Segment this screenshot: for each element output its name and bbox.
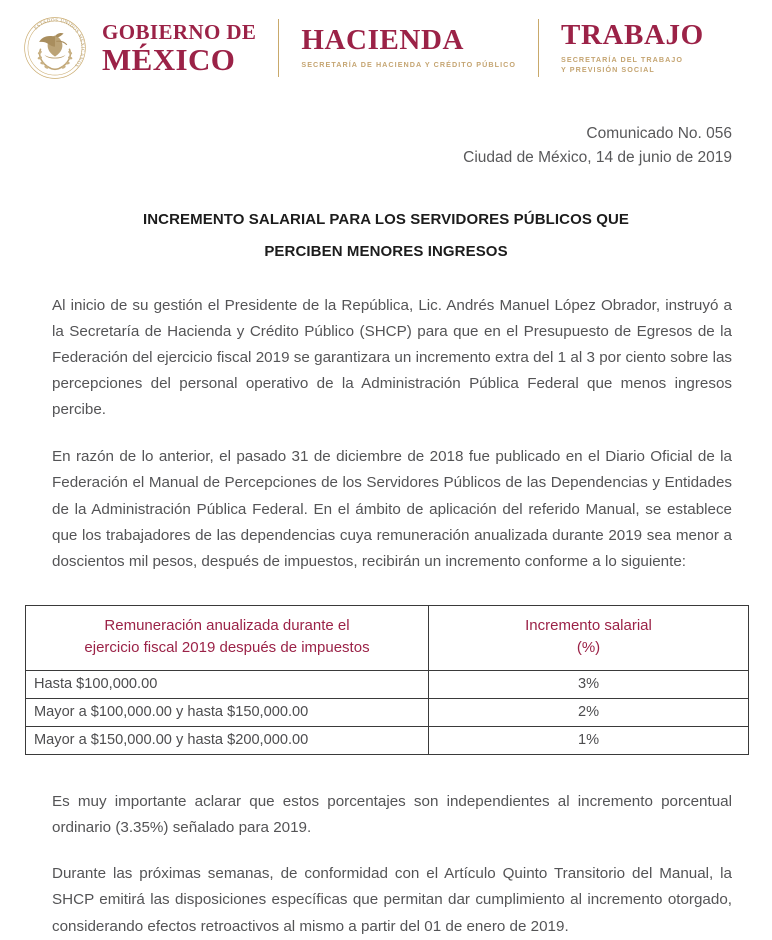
table-header-row	[26, 605, 749, 670]
hacienda-subtitle: SECRETARÍA DE HACIENDA Y CRÉDITO PÚBLICO	[301, 59, 516, 69]
government-header-banner	[0, 0, 772, 96]
body-paragraph-3: Es muy importante aclarar que estos porcentajes son independientes al incremento porcentual ordinario (3.35%) señalado para 2019.	[52, 792, 732, 837]
table-header-remuneration-line-2: ejercicio fiscal 2019 después de impuestos	[84, 639, 370, 657]
body-paragraph-2: En razón de lo anterior, el pasado 31 de diciembre de 2018 fue publicado en el Diario Oficial de la Federación el Manual de Percepciones de los Servidores Públicos de las Dependencias y Entidades de la Administración Pública Federal. En el ámbito de aplicación del referido Manual, se establece que los trabajadores de las dependencias cuya remuneración anualizada durante 2019 sea menor a doscientos mil pesos, después de impuestos, recibirán un incremento conforme a lo siguiente:	[52, 448, 732, 570]
salary-increment-table-container	[0, 605, 772, 755]
table-header-increment-line-1: Incremento salarial	[525, 616, 652, 634]
gobierno-line-1: GOBIERNO DE	[102, 19, 257, 44]
table-header-increment-line-2: (%)	[576, 639, 601, 657]
table-row	[26, 670, 749, 698]
table-header-remuneration-line-1: Remuneración anualizada durante el	[104, 616, 350, 634]
table-row	[26, 698, 749, 726]
comunicado-number: Comunicado No. 056	[586, 125, 732, 142]
dependency-trabajo	[561, 18, 704, 76]
trabajo-subtitle: SECRETARÍA DEL TRABAJO Y PREVISIÓN SOCIAL	[561, 54, 683, 74]
body-paragraph-4: Durante las próximas semanas, de conformidad con el Artículo Quinto Transitorio del Manual, la SHCP emitirá las disposiciones específicas que permitan dar cumplimiento al incremento otorgado, considerando efectos retroactivos al mismo a partir del 01 de enero de 2019.	[52, 865, 732, 935]
table-cell-increment: 1%	[429, 726, 749, 754]
header-divider-1	[278, 19, 279, 77]
gobierno-line-2: MÉXICO	[102, 41, 236, 77]
trabajo-wordmark: TRABAJO	[561, 18, 704, 51]
salary-increment-table	[25, 605, 749, 755]
page-title-line-2: PERCIBEN MENORES INGRESOS	[264, 243, 508, 261]
document-body	[0, 293, 772, 575]
place-and-date: Ciudad de México, 14 de junio de 2019	[463, 149, 732, 167]
body-paragraph-1: Al inicio de su gestión el Presidente de la República, Lic. Andrés Manuel López Obrador, instruyó a la Secretaría de Hacienda y Crédito Público (SHCP) para que en el Presupuesto de Egresos de la Federación del ejercicio fiscal 2019 se garantizara un incremento extra del 1 al 3 por ciento sobre las percepciones del personal operativo de la Administración Pública Federal que menos ingresos percibe.	[52, 296, 732, 419]
table-header-remuneration	[26, 605, 429, 670]
svg-text:ESTADOS UNIDOS MEXICANOS: ESTADOS UNIDOS MEXICANOS	[33, 18, 85, 68]
table-cell-range: Mayor a $100,000.00 y hasta $150,000.00	[26, 698, 429, 726]
page-title	[96, 204, 676, 269]
header-divider-2	[538, 19, 539, 77]
table-row	[26, 726, 749, 754]
gobierno-de-mexico-wordmark	[102, 19, 257, 77]
document-body-continued	[0, 789, 772, 940]
hacienda-wordmark: HACIENDA	[301, 23, 465, 56]
table-cell-increment: 2%	[429, 698, 749, 726]
dependency-hacienda	[301, 23, 516, 70]
table-cell-range: Hasta $100,000.00	[26, 670, 429, 698]
page-title-line-1: INCREMENTO SALARIAL PARA LOS SERVIDORES PÚBLICOS QUE	[142, 211, 630, 229]
table-body	[26, 670, 749, 754]
document-meta	[0, 122, 772, 170]
table-cell-range: Mayor a $150,000.00 y hasta $200,000.00	[26, 726, 429, 754]
table-header-increment	[429, 605, 749, 670]
mexican-coat-of-arms-seal-icon	[22, 15, 88, 81]
table-cell-increment: 3%	[429, 670, 749, 698]
